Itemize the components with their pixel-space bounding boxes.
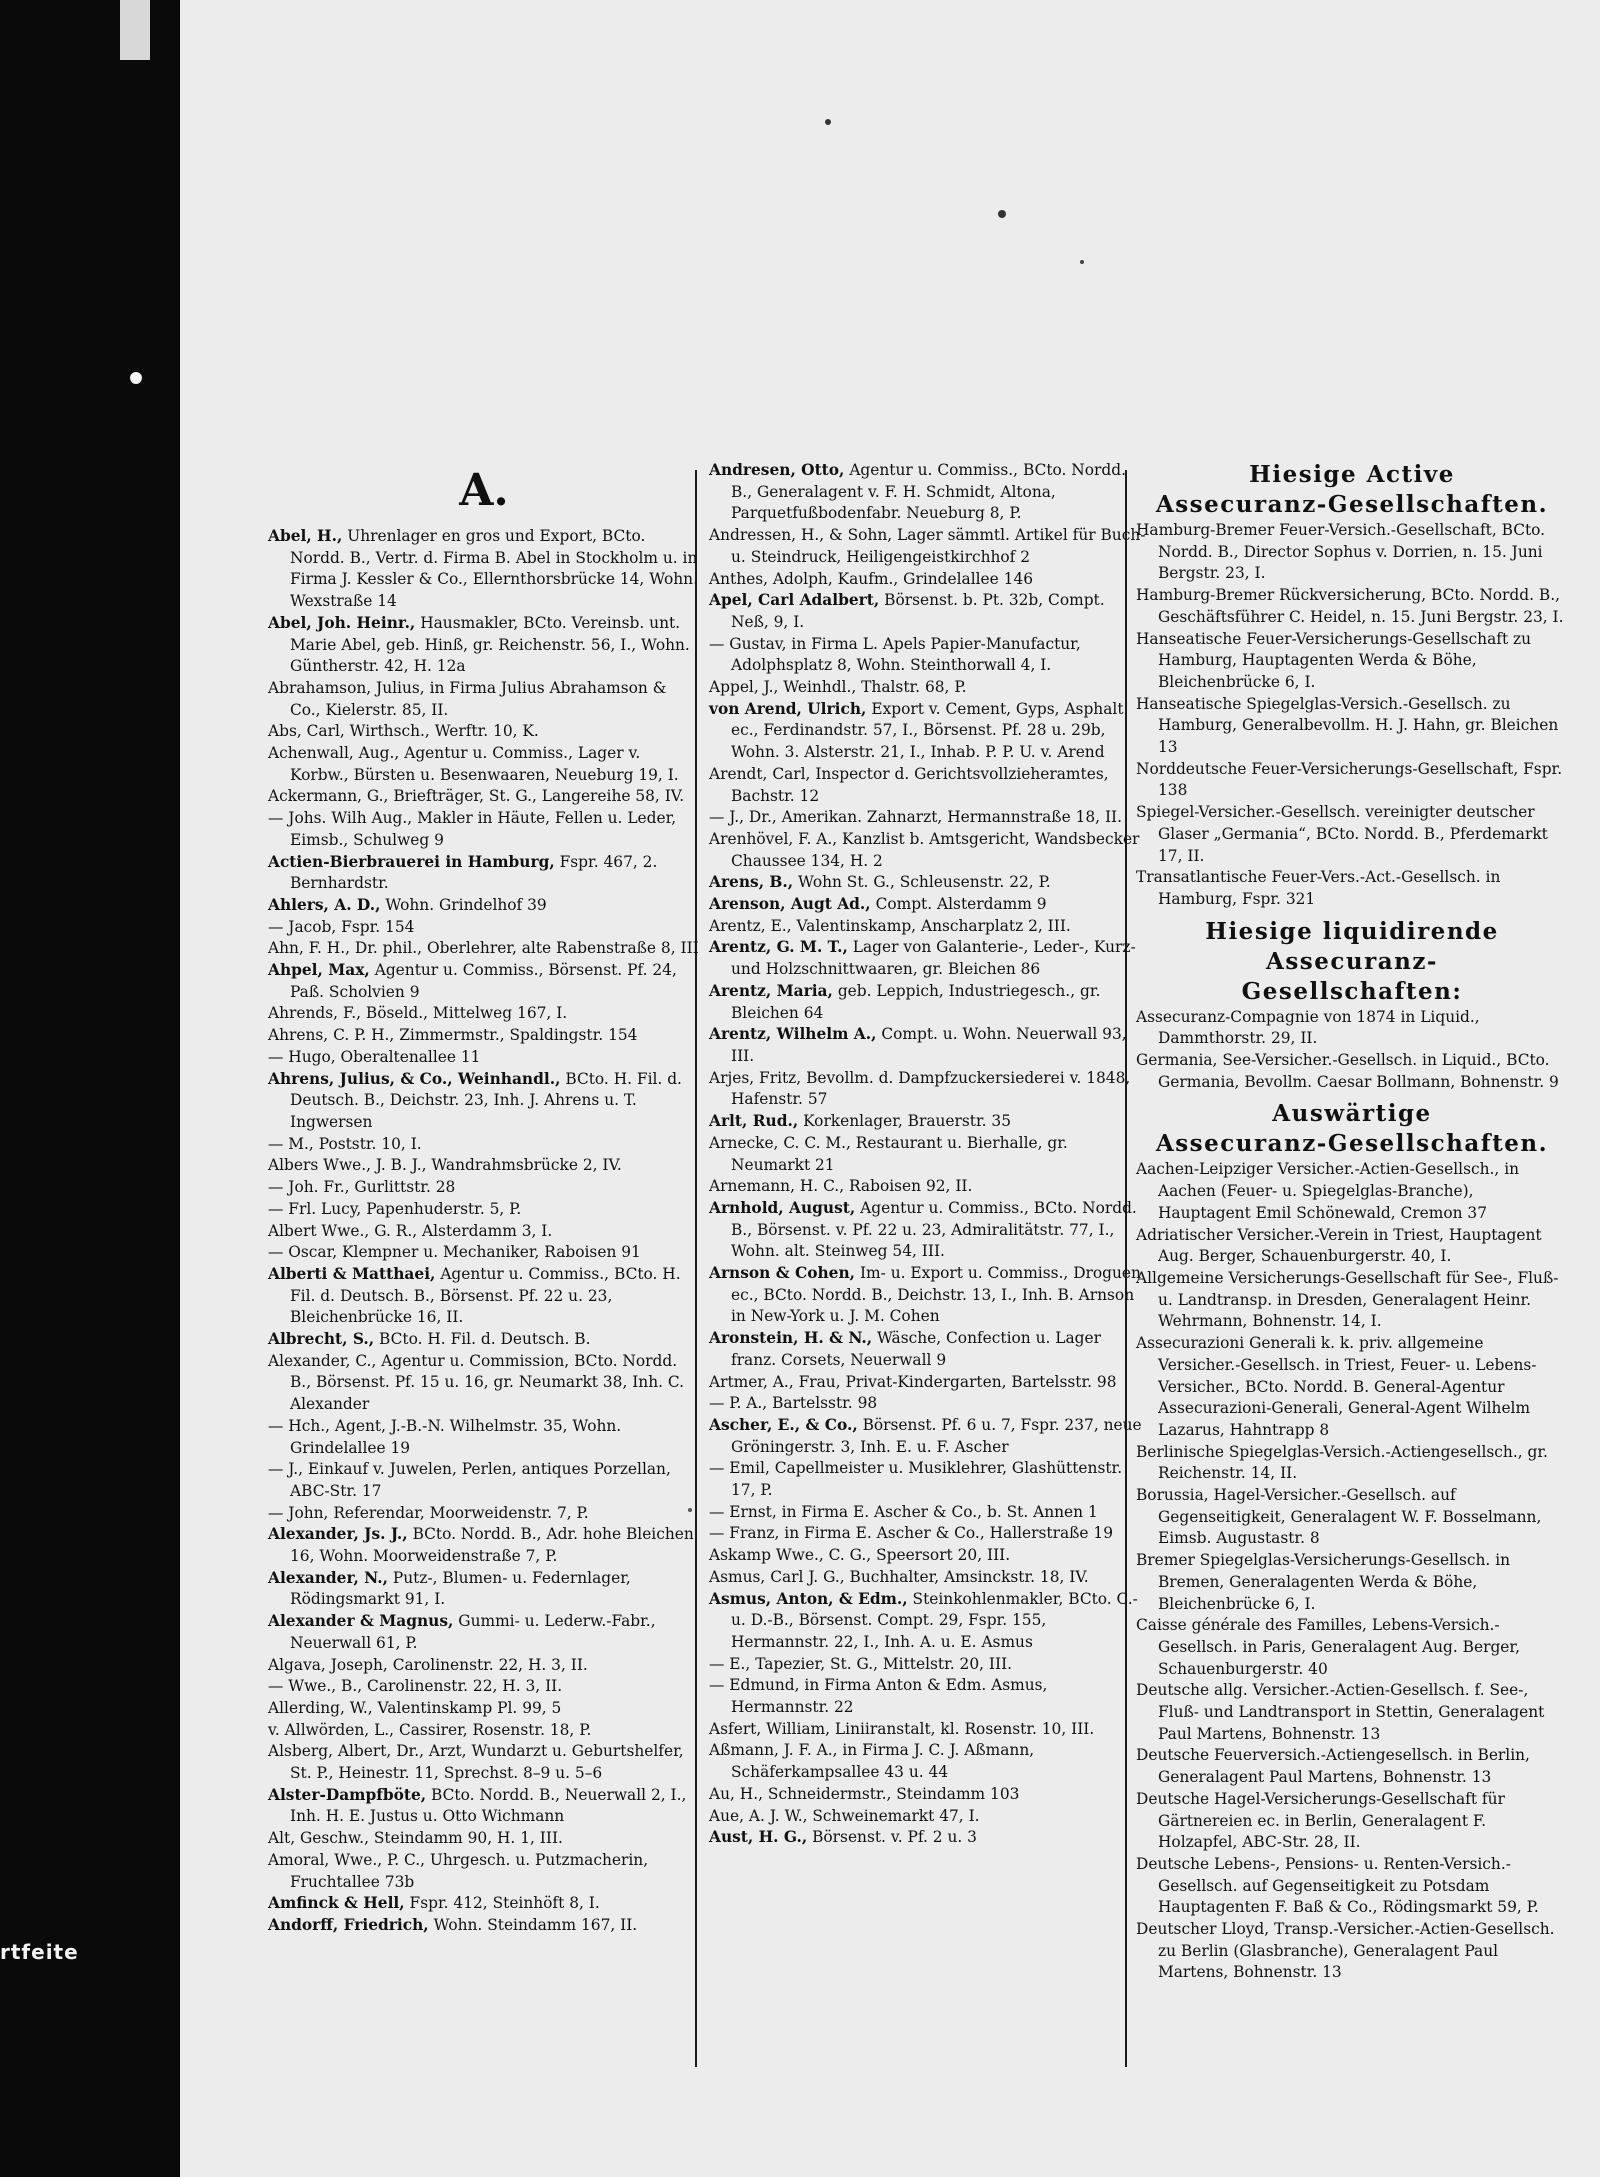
directory-entry bbox=[709, 1372, 1147, 1394]
directory-entry bbox=[709, 1740, 1147, 1783]
directory-entry bbox=[268, 1329, 700, 1351]
directory-entry bbox=[268, 1221, 700, 1243]
directory-entry bbox=[709, 1133, 1147, 1176]
insurance-company-entry: Hamburg-Bremer Feuer-Versich.-Gesellschaft, BCto. Nordd. B., Director Sophus v. Dorrien, n. 15. Juni Bergstr. 23, I. bbox=[1136, 521, 1546, 583]
entry-details: — M., Poststr. 10, I. bbox=[268, 1134, 422, 1153]
section-heading: Assecuranz-Gesellschaften. bbox=[1155, 491, 1549, 518]
section-heading: Hiesige liquidirende Assecuranz- bbox=[1205, 917, 1499, 975]
entry-name: Arnson & Cohen, bbox=[709, 1264, 856, 1283]
entry-name: Alberti & Matthaei, bbox=[268, 1264, 436, 1283]
column-insurance-companies bbox=[1136, 460, 1568, 1984]
entry-details: — E., Tapezier, St. G., Mittelstr. 20, III. bbox=[709, 1654, 1013, 1673]
directory-entry bbox=[268, 1416, 700, 1459]
directory-entry bbox=[709, 1393, 1147, 1415]
entry-details: — Joh. Fr., Gurlittstr. 28 bbox=[268, 1178, 456, 1197]
entry-details: Alt, Geschw., Steindamm 90, H. 1, III. bbox=[268, 1829, 563, 1848]
entry-details: Korkenlager, Brauerstr. 35 bbox=[803, 1112, 1011, 1131]
entry-details: Fspr. 467, 2. Bernhardstr. bbox=[290, 852, 658, 893]
entry-details: — Frl. Lucy, Papenhuderstr. 5, P. bbox=[268, 1199, 522, 1218]
entry-details: Gummi- u. Lederw.-Fabr., Neuerwall 61, P. bbox=[290, 1612, 656, 1652]
directory-entry bbox=[709, 981, 1147, 1024]
entry-details: — Emil, Capellmeister u. Musiklehrer, Glashüttenstr. 17, P. bbox=[709, 1459, 1123, 1500]
directory-entry bbox=[709, 460, 1147, 525]
entry-details: BCto. Nordd. B., Adr. hohe Bleichen 16, Wohn. Moorweidenstraße 7, P. bbox=[290, 1525, 694, 1566]
book-spine-margin bbox=[0, 0, 180, 2177]
entry-details: Amoral, Wwe., P. C., Uhrgesch. u. Putzmacherin, Fruchtallee 73b bbox=[268, 1850, 649, 1891]
directory-entry bbox=[268, 1069, 700, 1134]
directory-entry bbox=[709, 1068, 1147, 1111]
directory-entry bbox=[709, 1198, 1147, 1263]
directory-entry bbox=[709, 1458, 1147, 1501]
column-a-entries-continued bbox=[709, 460, 1147, 1849]
directory-entry bbox=[268, 1568, 700, 1611]
entry-details: Appel, J., Weinhdl., Thalstr. 68, P. bbox=[709, 678, 967, 697]
entry-details: Ackermann, G., Briefträger, St. G., Langereihe 58, IV. bbox=[268, 787, 685, 806]
insurance-company-entry: Assecuranz-Compagnie von 1874 in Liquid., Dammthorstr. 29, II. bbox=[1136, 1007, 1480, 1048]
entry-details: Börsenst. Pf. 6 u. 7, Fspr. 237, neue Gröningerstr. 3, Inh. E. u. F. Ascher bbox=[731, 1415, 1142, 1456]
directory-entry bbox=[268, 1655, 700, 1677]
insurance-company-entry: Hanseatische Feuer-Versicherungs-Gesellschaft zu Hamburg, Hauptagenten Werda & Böhe, Bleichenbrücke 6, I. bbox=[1136, 629, 1532, 691]
entry-name: Ahpel, Max, bbox=[268, 961, 370, 980]
entry-details: Andressen, H., & Sohn, Lager sämmtl. Artikel für Buch- u. Steindruck, Heiligengeistkirchhof 2 bbox=[709, 526, 1146, 566]
entry-name: Andorff, Friedrich, bbox=[268, 1916, 429, 1934]
directory-entry bbox=[709, 1545, 1147, 1567]
entry-details: Arnemann, H. C., Raboisen 92, II. bbox=[709, 1177, 973, 1196]
directory-entry bbox=[268, 1893, 700, 1915]
directory-entry bbox=[709, 1024, 1147, 1067]
entry-details: Aue, A. J. W., Schweinemarkt 47, I. bbox=[709, 1806, 980, 1825]
entry-name: Actien-Bierbrauerei in Hamburg, bbox=[268, 852, 555, 871]
directory-entry bbox=[268, 1828, 700, 1850]
section-heading: Auswärtige bbox=[1272, 1100, 1432, 1128]
entry-name: Arentz, Wilhelm A., bbox=[709, 1025, 877, 1044]
directory-entry bbox=[268, 1134, 700, 1156]
entry-name: Aust, H. G., bbox=[709, 1828, 808, 1847]
spine-notch bbox=[120, 0, 150, 60]
directory-entry bbox=[268, 1524, 700, 1567]
column-a-entries bbox=[268, 460, 700, 1937]
entry-details: Fspr. 412, Steinhöft 8, I. bbox=[409, 1894, 600, 1913]
directory-entry bbox=[709, 1502, 1147, 1524]
directory-entry bbox=[709, 1719, 1147, 1741]
directory-entry bbox=[268, 808, 700, 851]
insurance-company-entry: Spiegel-Versicher.-Gesellsch. vereinigter deutscher Glaser „Germania“, BCto. Nordd. B., Pferdemarkt 17, II. bbox=[1136, 803, 1548, 865]
entry-details: — Jacob, Fspr. 154 bbox=[268, 917, 415, 936]
section-heading: Hiesige Active bbox=[1249, 461, 1455, 488]
entry-details: Putz-, Blumen- u. Federnlager, Rödingsmarkt 91, I. bbox=[290, 1568, 631, 1609]
entry-details: Abrahamson, Julius, in Firma Julius Abrahamson & Co., Kielerstr. 85, II. bbox=[268, 678, 667, 719]
directory-entry bbox=[268, 1785, 700, 1828]
entry-details: — Johs. Wilh Aug., Makler in Häute, Fellen u. Leder, Eimsb., Schulweg 9 bbox=[268, 809, 677, 849]
entry-name: Arlt, Rud., bbox=[709, 1112, 799, 1131]
directory-entry bbox=[709, 1589, 1147, 1654]
entry-details: Ahrens, C. P. H., Zimmermstr., Spaldingstr. 154 bbox=[268, 1026, 638, 1045]
entry-name: von Arend, Ulrich, bbox=[709, 699, 867, 718]
directory-entry bbox=[709, 916, 1147, 938]
entry-details: Alexander, C., Agentur u. Commission, BCto. Nordd. B., Börsenst. Pf. 15 u. 16, gr. Neumarkt 38, Inh. C. Alexander bbox=[268, 1351, 685, 1414]
directory-entry bbox=[709, 590, 1147, 633]
entry-details: Ahrends, F., Böseld., Mittelweg 167, I. bbox=[268, 1004, 568, 1023]
entry-details: Arjes, Fritz, Bevollm. d. Dampfzuckersiederei v. 1848, Hafenstr. 57 bbox=[709, 1068, 1131, 1109]
directory-entry bbox=[709, 1111, 1147, 1133]
directory-entry bbox=[268, 1503, 700, 1525]
insurance-company-entry: Bremer Spiegelglas-Versicherungs-Gesellsch. in Bremen, Generalagenten Werda & Böhe, Bleichenbrücke 6, I. bbox=[1136, 1551, 1511, 1613]
entry-details: — Hch., Agent, J.-B.-N. Wilhelmstr. 35, Wohn. Grindelallee 19 bbox=[268, 1416, 622, 1457]
directory-entry bbox=[709, 937, 1147, 980]
entry-name: Abel, Joh. Heinr., bbox=[268, 613, 416, 632]
directory-entry bbox=[709, 1263, 1147, 1328]
entry-details: Algava, Joseph, Carolinenstr. 22, H. 3, II. bbox=[268, 1655, 588, 1674]
directory-entry bbox=[268, 678, 700, 721]
entry-details: Steinkohlenmakler, BCto. C.- u. D.-B., Börsenst. Compt. 29, Fspr. 155, Hermannstr. 22, I., Inh. A. u. E. Asmus bbox=[731, 1589, 1138, 1651]
insurance-company-entry: Deutscher Lloyd, Transp.-Versicher.-Actien-Gesellsch. zu Berlin (Glasbranche), Generalagent Paul Martens, Bohnenstr. 13 bbox=[1136, 1920, 1555, 1982]
insurance-company-entry: Hamburg-Bremer Rückversicherung, BCto. Nordd. B., Geschäftsführer C. Heidel, n. 15. Juni Bergstr. 23, I. bbox=[1136, 586, 1564, 626]
insurance-company-entry: Aachen-Leipziger Versicher.-Actien-Gesellsch., in Aachen (Feuer- u. Spiegelglas-Branche), Hauptagent Emil Schönewald, Cremon 37 bbox=[1136, 1160, 1520, 1222]
entry-name: Alexander, N., bbox=[268, 1568, 388, 1587]
entry-details: — Ernst, in Firma E. Ascher & Co., b. St. Annen 1 bbox=[709, 1502, 1098, 1521]
directory-entry bbox=[709, 894, 1147, 916]
directory-entry bbox=[709, 1523, 1147, 1545]
entry-details: — Wwe., B., Carolinenstr. 22, H. 3, II. bbox=[268, 1677, 563, 1696]
entry-details: Askamp Wwe., C. G., Speersort 20, III. bbox=[709, 1546, 1011, 1565]
entry-details: Compt. Alsterdamm 9 bbox=[875, 895, 1047, 914]
directory-entry bbox=[268, 526, 700, 613]
insurance-company-entry: Caisse générale des Familles, Lebens-Versich.-Gesellsch. in Paris, Generalagent Aug. Berger, Schauenburgerstr. 40 bbox=[1136, 1616, 1520, 1678]
entry-name: Alexander & Magnus, bbox=[268, 1612, 454, 1631]
directory-entry bbox=[268, 1242, 700, 1264]
entry-details: geb. Leppich, Industriegesch., gr. Bleichen 64 bbox=[731, 981, 1101, 1022]
entry-details: Aßmann, J. F. A., in Firma J. C. J. Aßmann, Schäferkampsallee 43 u. 44 bbox=[709, 1741, 1035, 1782]
directory-entry bbox=[268, 917, 700, 939]
insurance-company-entry: Deutsche Lebens-, Pensions- u. Renten-Versich.-Gesellsch. auf Gegenseitigkeit zu Potsdam Hauptagenten F. Baß & Co., Rödingsmarkt 59, P. bbox=[1136, 1854, 1539, 1917]
directory-entry bbox=[709, 764, 1147, 807]
entry-details: Lager von Galanterie-, Leder-, Kurz- und Holzschnittwaaren, gr. Bleichen 86 bbox=[731, 938, 1136, 979]
entry-name: Albrecht, S., bbox=[268, 1330, 375, 1349]
directory-entry bbox=[709, 1784, 1147, 1806]
directory-entry bbox=[709, 569, 1147, 591]
entry-details: — Oscar, Klempner u. Mechaniker, Raboisen 91 bbox=[268, 1243, 641, 1262]
insurance-company-entry: Hanseatische Spiegelglas-Versich.-Gesellsch. zu Hamburg, Generalbevollm. H. J. Hahn, gr. Bleichen 13 bbox=[1136, 694, 1559, 757]
entry-details: BCto. H. Fil. d. Deutsch. B. bbox=[379, 1330, 591, 1349]
entry-name: Ahlers, A. D., bbox=[268, 895, 381, 914]
entry-details: Agentur u. Commiss., Börsenst. Pf. 24, Paß. Scholvien 9 bbox=[290, 961, 677, 1001]
directory-entry bbox=[709, 1567, 1147, 1589]
entry-details: Albers Wwe., J. B. J., Wandrahmsbrücke 2, IV. bbox=[268, 1156, 622, 1175]
directory-entry bbox=[268, 1003, 700, 1025]
entry-details: Artmer, A., Frau, Privat-Kindergarten, Bartelsstr. 98 bbox=[709, 1372, 1117, 1391]
insurance-company-entry: Deutsche Feuerversich.-Actiengesellsch. in Berlin, Generalagent Paul Martens, Bohnenstr. 13 bbox=[1136, 1746, 1530, 1787]
entry-details: Wohn. Steindamm 167, II. bbox=[433, 1916, 638, 1934]
entry-details: — Gustav, in Firma L. Apels Papier-Manufactur, Adolphsplatz 8, Wohn. Steinthorwall 4, I. bbox=[709, 634, 1081, 675]
entry-details: Au, H., Schneidermstr., Steindamm 103 bbox=[709, 1784, 1020, 1803]
directory-entry bbox=[709, 1654, 1147, 1676]
insurance-company-entry: Borussia, Hagel-Versicher.-Gesellsch. auf Gegenseitigkeit, Generalagent W. F. Bosselmann, Eimsb. Augustastr. 8 bbox=[1136, 1486, 1542, 1548]
directory-entry bbox=[268, 1264, 700, 1329]
entry-details: Wohn St. G., Schleusenstr. 22, P. bbox=[798, 873, 1051, 892]
directory-entry bbox=[268, 1720, 700, 1742]
entry-details: Hausmakler, BCto. Vereinsb. unt. Marie Abel, geb. Hinß, gr. Reichenstr. 56, I., Wohn. Güntherstr. 42, H. 12a bbox=[290, 613, 690, 676]
entry-name: Andresen, Otto, bbox=[709, 461, 845, 479]
directory-entry bbox=[268, 1850, 700, 1893]
directory-entry bbox=[268, 1025, 700, 1047]
entry-details: Börsenst. v. Pf. 2 u. 3 bbox=[812, 1828, 977, 1847]
insurance-company-entry: Norddeutsche Feuer-Versicherungs-Gesellschaft, Fspr. 138 bbox=[1136, 759, 1563, 800]
directory-entry bbox=[268, 1199, 700, 1221]
entry-details: — Hugo, Oberaltenallee 11 bbox=[268, 1047, 481, 1066]
entry-details: Wohn. Grindelhof 39 bbox=[385, 895, 547, 914]
entry-name: Asmus, Anton, & Edm., bbox=[709, 1589, 908, 1608]
entry-name: Amfinck & Hell, bbox=[268, 1894, 405, 1913]
entry-name: Abel, H., bbox=[268, 527, 343, 545]
directory-entry bbox=[268, 1698, 700, 1720]
directory-entry bbox=[268, 1351, 700, 1416]
entry-details: Achenwall, Aug., Agentur u. Commiss., Lager v. Korbw., Bürsten u. Besenwaaren, Neueburg 19, I. bbox=[268, 744, 679, 784]
entry-details: Arnecke, C. C. M., Restaurant u. Bierhalle, gr. Neumarkt 21 bbox=[709, 1133, 1068, 1174]
entry-details: — J., Einkauf v. Juwelen, Perlen, antiques Porzellan, ABC-Str. 17 bbox=[268, 1460, 671, 1500]
entry-details: Wäsche, Confection u. Lager franz. Corsets, Neuerwall 9 bbox=[731, 1329, 1101, 1369]
entry-name: Alexander, Js. J., bbox=[268, 1525, 408, 1544]
entry-name: Arentz, G. M. T., bbox=[709, 938, 848, 957]
directory-entry bbox=[709, 699, 1147, 764]
directory-entry bbox=[268, 1459, 700, 1502]
entry-details: v. Allwörden, L., Cassirer, Rosenstr. 18, P. bbox=[268, 1720, 592, 1739]
thumb-index-text: rtfeite bbox=[0, 1940, 79, 1964]
binding-hole bbox=[130, 372, 142, 384]
directory-entry bbox=[268, 852, 700, 895]
directory-entry bbox=[709, 634, 1147, 677]
insurance-company-entry: Deutsche Hagel-Versicherungs-Gesellschaft für Gärtnereien ec. in Berlin, Generalagent F. Holzapfel, ABC-Str. 28, II. bbox=[1136, 1789, 1505, 1852]
entry-list bbox=[709, 460, 1147, 1849]
entry-details: — Franz, in Firma E. Ascher & Co., Hallerstraße 19 bbox=[709, 1524, 1113, 1543]
insurance-company-entry: Adriatischer Versicher.-Verein in Triest, Hauptagent Aug. Berger, Schauenburgerstr. 40, I. bbox=[1136, 1225, 1542, 1266]
entry-name: Ascher, E., & Co., bbox=[709, 1415, 858, 1434]
entry-details: — John, Referendar, Moorweidenstr. 7, P. bbox=[268, 1503, 589, 1522]
entry-details: Allerding, W., Valentinskamp Pl. 99, 5 bbox=[268, 1698, 562, 1717]
directory-entry bbox=[709, 1328, 1147, 1371]
entry-details: — Edmund, in Firma Anton & Edm. Asmus, Hermannstr. 22 bbox=[709, 1676, 1048, 1717]
entry-details: Im- u. Export u. Commiss., Droguen ec., BCto. Nordd. B., Deichstr. 13, I., Inh. B. Arnson in New-York u. J. M. Cohen bbox=[731, 1264, 1141, 1326]
directory-entry bbox=[268, 1047, 700, 1069]
entry-details: Export v. Cement, Gyps, Asphalt ec., Ferdinandstr. 57, I., Börsenst. Pf. 28 u. 29b, Wohn. 3. Alsterstr. 21, I., Inhab. P. P. U. v. Arend bbox=[731, 699, 1124, 762]
entry-details: — P. A., Bartelsstr. 98 bbox=[709, 1394, 878, 1413]
entry-details: Alsberg, Albert, Dr., Arzt, Wundarzt u. Geburtshelfer, St. P., Heinestr. 11, Sprechst. 8–9 u. 5–6 bbox=[268, 1742, 684, 1783]
entry-details: Arentz, E., Valentinskamp, Anscharplatz 2, III. bbox=[709, 916, 1071, 935]
entry-details: Uhrenlager en gros und Export, BCto. Nordd. B., Vertr. d. Firma B. Abel in Stockholm u. in Firma J. Kessler & Co., Ellernthorsbrücke 14, Wohn. Wexstraße 14 bbox=[290, 527, 698, 611]
insurance-company-entry: Berlinische Spiegelglas-Versich.-Actiengesellsch., gr. Reichenstr. 14, II. bbox=[1136, 1442, 1548, 1483]
entry-details: Asmus, Carl J. G., Buchhalter, Amsinckstr. 18, IV. bbox=[709, 1567, 1089, 1586]
entry-name: Ahrens, Julius, & Co., Weinhandl., bbox=[268, 1069, 561, 1088]
directory-entry bbox=[709, 677, 1147, 699]
directory-entry bbox=[709, 872, 1147, 894]
directory-entry bbox=[268, 1741, 700, 1784]
entry-list bbox=[268, 526, 700, 1937]
section-letter-heading: A. bbox=[459, 465, 509, 516]
directory-entry bbox=[268, 1155, 700, 1177]
section-heading: Gesellschaften: bbox=[1241, 977, 1463, 1005]
entry-details: Börsenst. b. Pt. 32b, Compt. Neß, 9, I. bbox=[731, 591, 1105, 631]
entry-name: Arentz, Maria, bbox=[709, 981, 833, 1000]
entry-details: Arenhövel, F. A., Kanzlist b. Amtsgericht, Wandsbecker Chaussee 134, H. 2 bbox=[709, 829, 1140, 870]
entry-details: Ahn, F. H., Dr. phil., Oberlehrer, alte Rabenstraße 8, III bbox=[268, 939, 699, 958]
directory-entry bbox=[268, 743, 700, 786]
entry-name: Alster-Dampfböte, bbox=[268, 1785, 427, 1804]
directory-entry bbox=[268, 895, 700, 917]
entry-details: Albert Wwe., G. R., Alsterdamm 3, I. bbox=[268, 1221, 553, 1240]
directory-entry bbox=[268, 1177, 700, 1199]
directory-page bbox=[180, 0, 1600, 2177]
entry-details: — J., Dr., Amerikan. Zahnarzt, Hermannstraße 18, II. bbox=[709, 808, 1123, 827]
entry-name: Aronstein, H. & N., bbox=[709, 1329, 873, 1348]
entry-details: Asfert, William, Liniiranstalt, kl. Rosenstr. 10, III. bbox=[709, 1719, 1095, 1738]
directory-entry bbox=[709, 1176, 1147, 1198]
directory-entry bbox=[709, 829, 1147, 872]
directory-entry bbox=[709, 525, 1147, 568]
section-heading: Assecuranz-Gesellschaften. bbox=[1155, 1130, 1549, 1158]
entry-details: Arendt, Carl, Inspector d. Gerichtsvollzieheramtes, Bachstr. 12 bbox=[709, 764, 1109, 805]
directory-entry bbox=[709, 1415, 1147, 1458]
directory-entry bbox=[709, 807, 1147, 829]
directory-entry bbox=[268, 1611, 700, 1654]
entry-name: Arnhold, August, bbox=[709, 1198, 856, 1217]
directory-entry bbox=[709, 1806, 1147, 1828]
entry-details: Agentur u. Commiss., BCto. Nordd. B., Generalagent v. F. H. Schmidt, Altona, Parquetfußbodenfabr. Neueburg 8, P. bbox=[731, 461, 1126, 523]
entry-name: Apel, Carl Adalbert, bbox=[709, 591, 880, 610]
directory-entry bbox=[268, 1915, 700, 1937]
entry-details: Anthes, Adolph, Kaufm., Grindelallee 146 bbox=[709, 569, 1034, 588]
insurance-company-entry: Allgemeine Versicherungs-Gesellschaft für See-, Fluß- u. Landtransp. in Dresden, Generalagent Heinr. Wehrmann, Bohnenstr. 14, I. bbox=[1136, 1268, 1559, 1331]
insurance-company-entry: Transatlantische Feuer-Vers.-Act.-Gesellsch. in Hamburg, Fspr. 321 bbox=[1136, 868, 1501, 908]
entry-name: Arenson, Augt Ad., bbox=[709, 895, 871, 914]
entry-details: Abs, Carl, Wirthsch., Werftr. 10, K. bbox=[268, 722, 539, 741]
insurance-company-entry: Germania, See-Versicher.-Gesellsch. in Liquid., BCto. Germania, Bevollm. Caesar Bollmann, Bohnenstr. 9 bbox=[1136, 1051, 1559, 1091]
entry-details: BCto. Nordd. B., Neuerwall 2, I., Inh. H. E. Justus u. Otto Wichmann bbox=[290, 1785, 687, 1826]
entry-details: Agentur u. Commiss., BCto. Nordd. B., Börsenst. v. Pf. 22 u. 23, Admiralitätstr. 77, I., Wohn. alt. Steinweg 54, III. bbox=[731, 1198, 1137, 1261]
directory-entry bbox=[268, 721, 700, 743]
directory-entry bbox=[268, 786, 700, 808]
directory-entry bbox=[268, 1676, 700, 1698]
insurance-company-entry: Assecurazioni Generali k. k. priv. allgemeine Versicher.-Gesellsch. in Triest, Feuer- u. Lebens-Versicher., BCto. Nordd. B. General-Agentur Assecurazioni-Generali, General-Agent Wilhelm Lazarus, Hahntrapp 8 bbox=[1136, 1334, 1537, 1439]
entry-details: Compt. u. Wohn. Neuerwall 93, III. bbox=[731, 1025, 1127, 1065]
entry-details: BCto. H. Fil. d. Deutsch. B., Deichstr. 23, Inh. J. Ahrens u. T. Ingwersen bbox=[290, 1069, 682, 1131]
directory-entry bbox=[709, 1675, 1147, 1718]
directory-entry bbox=[268, 613, 700, 678]
insurance-company-entry: Deutsche allg. Versicher.-Actien-Gesellsch. f. See-, Fluß- und Landtransport in Stettin, Generalagent Paul Martens, Bohnenstr. 13 bbox=[1136, 1681, 1545, 1743]
entry-details: Agentur u. Commiss., BCto. H. Fil. d. Deutsch. B., Börsenst. Pf. 22 u. 23, Bleichenbrücke 16, II. bbox=[290, 1264, 681, 1327]
directory-entry bbox=[268, 938, 700, 960]
directory-entry bbox=[709, 1827, 1147, 1849]
directory-entry bbox=[268, 960, 700, 1003]
entry-name: Arens, B., bbox=[709, 873, 794, 892]
